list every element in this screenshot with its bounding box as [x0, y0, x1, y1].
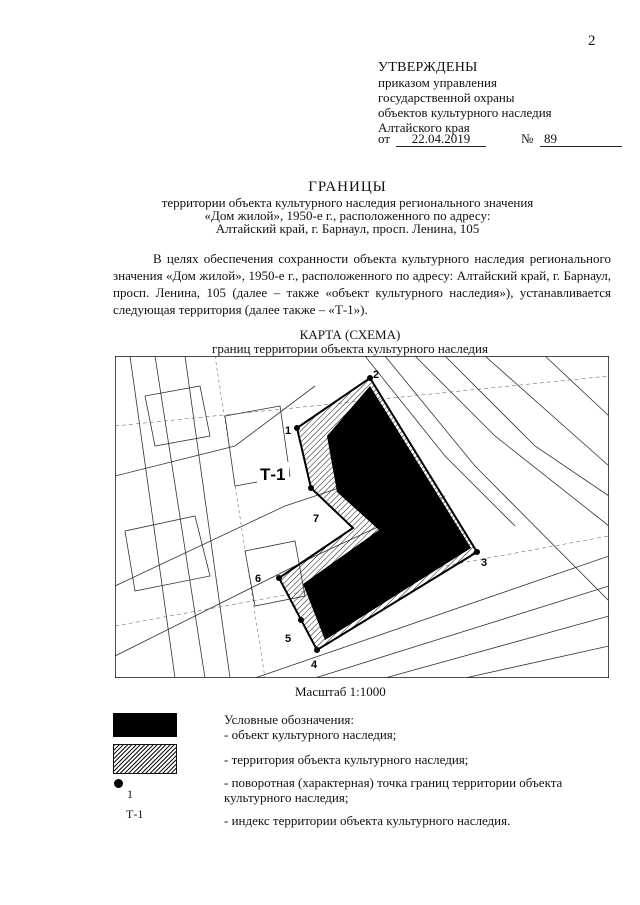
- point-3-label: 3: [481, 557, 488, 569]
- point-1-label: 1: [285, 425, 292, 437]
- legend-item-index: - индекс территории объекта культурного наследия.: [224, 813, 511, 828]
- point-6-label: 6: [255, 573, 262, 585]
- document-title: [120, 181, 575, 235]
- approval-line-1: приказом управления: [378, 75, 497, 90]
- legend-heading: Условные обозначения:: [224, 712, 355, 727]
- title-line-1: территории объекта культурного наследия регионального значения: [161, 195, 534, 210]
- legend-index-example: Т-1: [126, 807, 144, 821]
- map-subtitle: границ территории объекта культурного наследия: [212, 341, 488, 356]
- map-svg: [115, 356, 609, 678]
- legend-item-object: - объект культурного наследия;: [224, 727, 397, 742]
- map-title: КАРТА (СХЕМА): [299, 327, 401, 342]
- approval-block: [378, 60, 618, 135]
- approval-line-4: Алтайского края: [378, 120, 470, 135]
- point-7-label: 7: [313, 513, 320, 525]
- title-line-3: Алтайский край, г. Барнаул, просп. Ленина, 105: [215, 221, 480, 236]
- legend-point-marker: [114, 779, 123, 788]
- point-2-label: 2: [373, 369, 380, 381]
- from-label: от: [378, 131, 391, 146]
- approval-line-2: государственной охраны: [378, 90, 515, 105]
- point-5-label: 5: [285, 633, 292, 645]
- point-4-label: 4: [311, 659, 318, 671]
- legend-swatch-object: [113, 713, 177, 737]
- approval-line-3: объектов культурного наследия: [378, 105, 552, 120]
- approval-heading: УТВЕРЖДЕНЫ: [378, 60, 478, 75]
- legend-item-point: - поворотная (характерная) точка границ территории объекта культурного наследия;: [224, 775, 563, 805]
- title-heading: ГРАНИЦЫ: [308, 179, 387, 195]
- approval-date: 22.04.2019: [396, 131, 486, 147]
- legend-point-number: 1: [127, 787, 133, 801]
- territory-label: Т-1: [260, 465, 286, 484]
- page-number: 2: [588, 33, 596, 49]
- legend-swatch-territory: [113, 744, 177, 774]
- legend-item-territory: - территория объекта культурного наследия;: [224, 752, 469, 767]
- intro-paragraph: В целях обеспечения сохранности объекта культурного наследия регионального значения «Дом жилой», 1950-е г., расположенного по адресу: Алтайский край, г. Барнаул, просп. Ленина, 105 (далее – также «объект культурного наследия»), устанавливается следующая территория (далее также – «Т-1»).: [113, 251, 611, 317]
- number-label: №: [521, 131, 534, 146]
- title-line-2: «Дом жилой», 1950-е г., расположенного по адресу:: [204, 208, 491, 223]
- approval-date-row: [378, 131, 623, 149]
- boundary-map: [115, 356, 609, 678]
- map-caption: [150, 328, 550, 356]
- map-scale: Масштаб 1:1000: [295, 684, 386, 699]
- approval-number: 89: [540, 131, 622, 147]
